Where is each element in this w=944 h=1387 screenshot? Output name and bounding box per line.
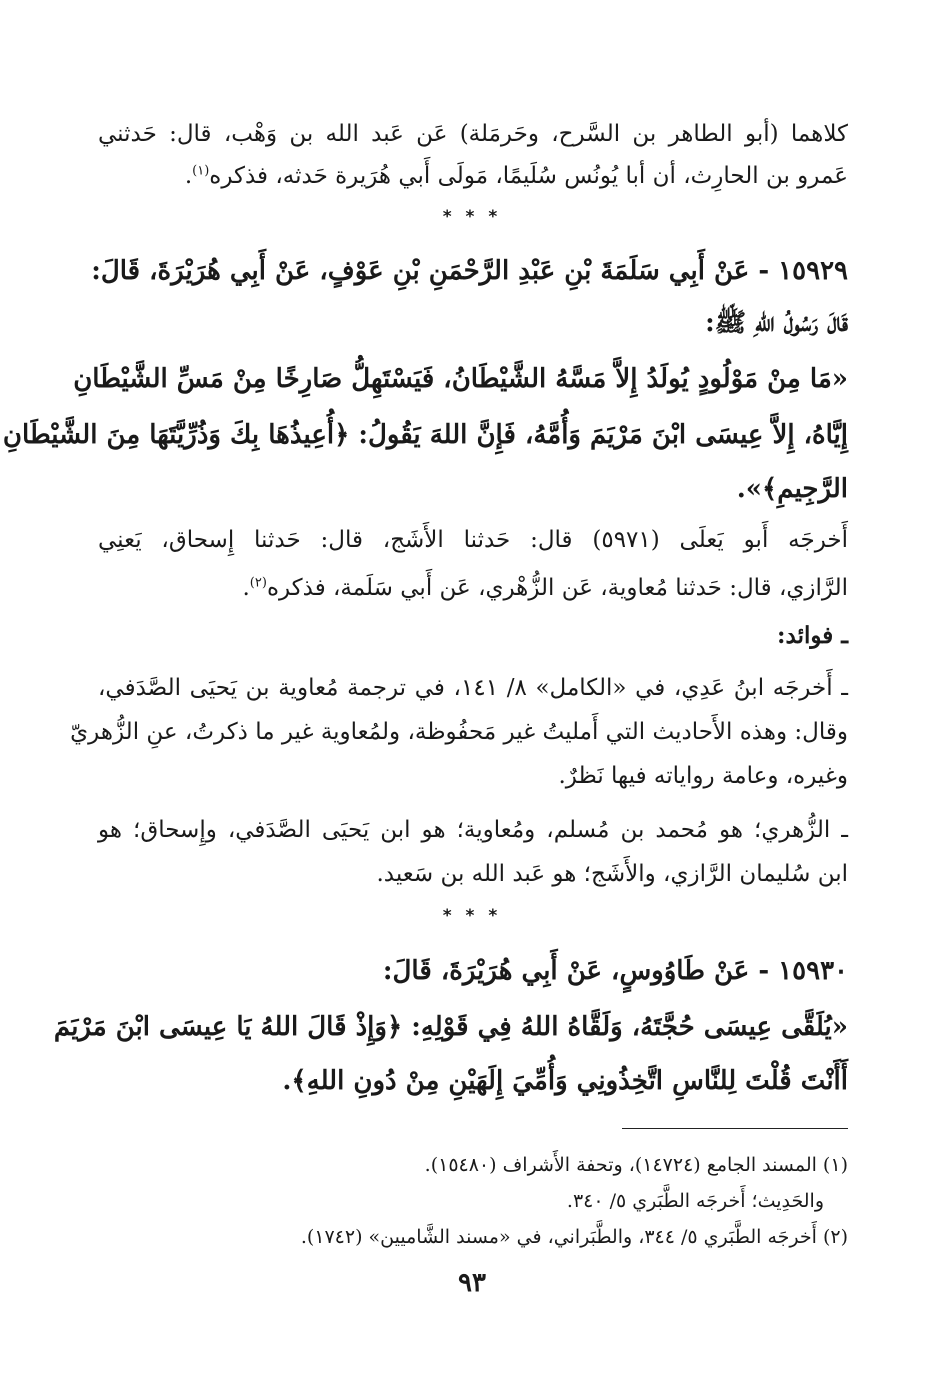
fawaid-paragraph-2-line-2: ابن سُليمان الرَّازي، والأَشَج؛ هو عَبد الله بن سَعيد.: [376, 861, 848, 887]
takhrij-line-2-text: الرَّازي، قال: حَدثنا مُعاوية، عَن الزُّهْري، عَن أَبي سَلَمة، فذكره: [266, 575, 848, 601]
fawaid-paragraph-1-line-3: وغيره، وعامة رواياته فيها نَظرٌ.: [558, 763, 848, 789]
footnote-divider: [622, 1128, 848, 1129]
fawaid-heading: ـ فوائد:: [777, 622, 848, 649]
hadith-15929-isnad-line-1: ١٥٩٢٩ - عَنْ أَبِي سَلَمَةَ بْنِ عَبْدِ الرَّحْمَنِ بْنِ عَوْفٍ، عَنْ أَبِي هُرَيْرَةَ، قَالَ:: [91, 256, 848, 286]
hadith-15929-isnad-line-2: قَالَ رَسُولُ اللهِ ﷺ:: [705, 308, 848, 338]
paragraph-1-line-1: كلاهما (أبو الطاهر بن السَّرح، وحَرمَلة) عَن عَبد الله بن وَهْب، قال: حَدثني: [98, 121, 848, 147]
hadith-15929-text-line-1: «مَا مِنْ مَوْلُودٍ يُولَدُ إِلاَّ مَسَّهُ الشَّيْطَانُ، فَيَسْتَهِلُّ صَارِخًا مِنْ مَسِّ الشَّيْطَانِ: [73, 364, 848, 394]
footnote-1: (١) المسند الجامع (١٤٧٢٤)، وتحفة الأَشراف (١٥٤٨٠).: [424, 1154, 848, 1176]
paragraph-1-line-2-text: عَمرو بن الحارِث، أن أبا يُونُس سُلَيمًا، مَولَى أَبي هُرَيرة حَدثه، فذكره: [209, 163, 848, 189]
footnote-ref-1[interactable]: (١): [192, 163, 210, 179]
fawaid-paragraph-1-line-2: وقال: وهذه الأَحاديث التي أَمليتُ غير مَحفُوظة، ولمُعاوية غير ما ذكرتُ، عنِ الزُّهريّ: [70, 719, 848, 745]
page-number: ٩٣: [458, 1268, 486, 1298]
hadith-15929-text-line-2: إِيَّاهُ، إِلاَّ عِيسَى ابْنَ مَرْيَمَ وَأُمَّهُ، فَإِنَّ اللهَ يَقُولُ: ﴿أُعِيذُهَا بِكَ وَذُرِّيَّتَهَا مِنَ الشَّيْطَانِ: [2, 420, 848, 450]
section-separator: * * *: [442, 207, 502, 227]
footnote-1-continuation: والحَدِيث؛ أَخرجَه الطَّبَري ٥/ ٣٤٠.: [566, 1190, 824, 1212]
fawaid-paragraph-2-line-1: ـ الزُّهري؛ هو مُحمد بن مُسلم، ومُعاوية؛ هو ابن يَحيَى الصَّدَفي، وإِسحاق؛ هو: [98, 817, 848, 843]
takhrij-line-2: الرَّازي، قال: حَدثنا مُعاوية، عَن الزُّهْري، عَن أَبي سَلَمة، فذكره$^{(٢)}$.: [242, 575, 848, 601]
footnote-2: (٢) أَخرجَه الطَّبَري ٥/ ٣٤٤، والطَّبَراني، في «مسند الشَّاميين» (١٧٤٢).: [300, 1226, 848, 1248]
paragraph-1-line-2: عَمرو بن الحارِث، أن أبا يُونُس سُلَيمًا، مَولَى أَبي هُرَيرة حَدثه، فذكره$^{(١)}$.: [184, 163, 848, 189]
hadith-15930-isnad-line-1: ١٥٩٣٠ - عَنْ طَاوُوسٍ، عَنْ أَبِي هُرَيْرَةَ، قَالَ:: [382, 956, 848, 986]
footnote-ref-2[interactable]: (٢): [249, 575, 267, 591]
section-separator: * * *: [442, 906, 502, 926]
fawaid-paragraph-1-line-1: ـ أَخرجَه ابنُ عَدِي، في «الكامل» ٨/ ١٤١، في ترجمة مُعاوية بن يَحيَى الصَّدَفي،: [98, 675, 848, 701]
hadith-15929-text-line-3: الرَّجِيمِ﴾».: [736, 474, 848, 504]
hadith-15930-text-line-1: «يُلَقَّى عِيسَى حُجَّتَهُ، وَلَقَّاهُ اللهُ فِي قَوْلِهِ: ﴿وَإِذْ قَالَ اللهُ يَا عِيسَى ابْنَ مَرْيَمَ: [53, 1012, 848, 1042]
takhrij-line-1: أَخرجَه أَبو يَعلَى (٥٩٧١) قال: حَدثنا الأَشَج، قال: حَدثنا إِسحاق، يَعنِي: [98, 527, 848, 553]
hadith-15930-text-line-2: أَأَنْتَ قُلْتَ لِلنَّاسِ اتَّخِذُونِي وَأُمِّيَ إِلَهَيْنِ مِنْ دُونِ اللهِ﴾.: [282, 1066, 848, 1096]
